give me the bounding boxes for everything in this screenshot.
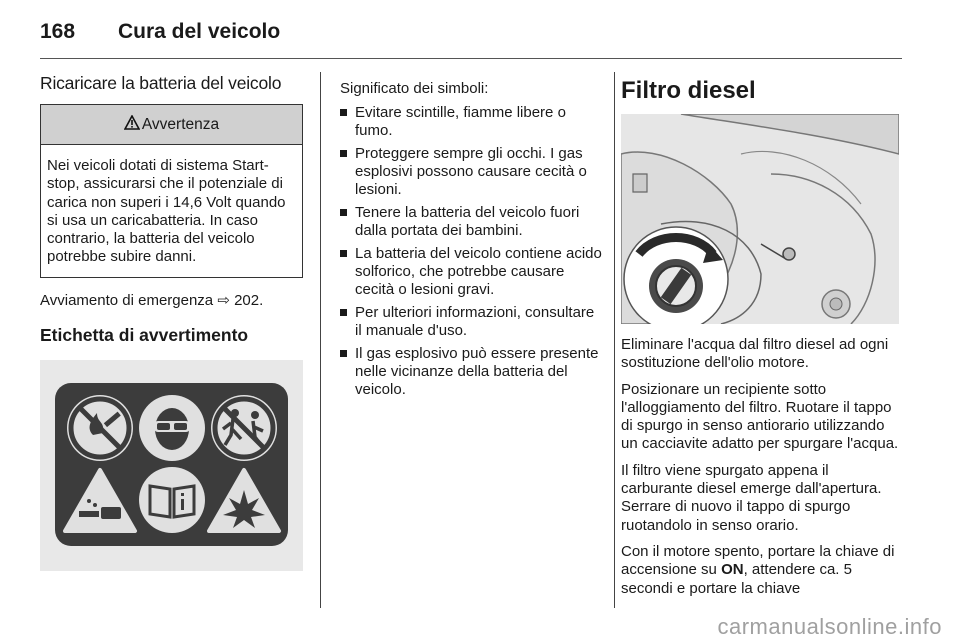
keep-children-away-icon (211, 395, 277, 461)
list-item: Il gas esplosivo può essere presente nelle vicinanze della batteria del veicolo. (340, 345, 605, 398)
bullet-square-icon (340, 250, 347, 257)
warning-text: Nei veicoli dotati di sistema Start-stop, assicurarsi che il potenziale di carica non superi i 14,6 Volt quando si usa un caricabatteria. In caso contrario, la batteria del veicolo potrebbe subire danni. (47, 157, 286, 266)
list-item: Proteggere sempre gli occhi. I gas esplosivi possono causare cecità o lesioni. (340, 145, 605, 198)
column-divider-2 (614, 72, 615, 608)
diesel-paragraph-3: Il filtro viene spurgato appena il carburante diesel emerge dall'apertura. Serrare di nuovo il tappo di spurgo ruotandolo in senso orario. (621, 461, 882, 534)
no-fire-icon (67, 395, 133, 461)
column-battery (40, 72, 303, 571)
diesel-filter-image (621, 114, 899, 324)
label-heading: Etichetta di avvertimento (40, 325, 249, 346)
crossref-text: Avviamento di emergenza (40, 291, 214, 309)
chapter-title: Cura del veicolo (118, 20, 281, 43)
warning-box (40, 104, 303, 278)
crossref (40, 292, 303, 310)
acid-warning-icon (65, 470, 135, 531)
page-number: 168 (40, 20, 76, 43)
list-item: Evitare scintille, fiamme libere o fumo. (340, 104, 605, 139)
symbols-intro: Significato dei simboli: (340, 80, 489, 97)
bullet-square-icon (340, 350, 347, 357)
crossref-page[interactable]: 202. (234, 291, 264, 309)
diesel-paragraph-4: Con il motore spento, portare la chiave di accensione su ON, attendere ca. 5 secondi e portare la chiave (621, 542, 895, 597)
bullet-square-icon (340, 150, 347, 157)
section-title-diesel: Filtro diesel (621, 77, 756, 104)
list-item: Tenere la batteria del veicolo fuori dalla portata dei bambini. (340, 204, 605, 239)
diesel-paragraph-1: Eliminare l'acqua dal filtro diesel ad ogni sostituzione dell'olio motore. (621, 336, 889, 372)
ignition-on-key: ON (721, 561, 744, 579)
manual-icon (139, 467, 205, 533)
warning-label-plate (55, 383, 288, 546)
warning-label-image (40, 360, 303, 571)
bullet-square-icon (340, 309, 347, 316)
list-item: Per ulteriori informazioni, consultare il manuale d'uso. (340, 304, 605, 339)
warning-triangle-icon (124, 115, 140, 135)
header-rule (40, 58, 902, 59)
eye-protection-icon (139, 395, 205, 461)
section-title-battery: Ricaricare la batteria del veicolo (40, 73, 282, 93)
column-diesel (621, 72, 902, 598)
bullet-square-icon (340, 209, 347, 216)
column-symbols (340, 80, 605, 398)
column-divider-1 (320, 72, 321, 608)
page-header (40, 18, 902, 58)
warning-header (41, 105, 302, 145)
crossref-arrow-icon[interactable]: ⇨ (217, 291, 230, 309)
warning-title: Avvertenza (141, 115, 220, 133)
symbols-list (340, 104, 605, 398)
bullet-square-icon (340, 109, 347, 116)
list-item: La batteria del veicolo contiene acido solforico, che potrebbe causare cecità o lesioni gravi. (340, 245, 605, 298)
explosive-gas-icon (209, 470, 279, 531)
diesel-paragraph-2: Posizionare un recipiente sotto l'alloggiamento del filtro. Ruotare il tappo di spurgo in senso antiorario utilizzando un cacciavite adatto per spurgare l'acqua. (621, 380, 899, 453)
watermark: carmanualsonline.info (717, 614, 942, 639)
drain-plug-callout (624, 227, 728, 324)
